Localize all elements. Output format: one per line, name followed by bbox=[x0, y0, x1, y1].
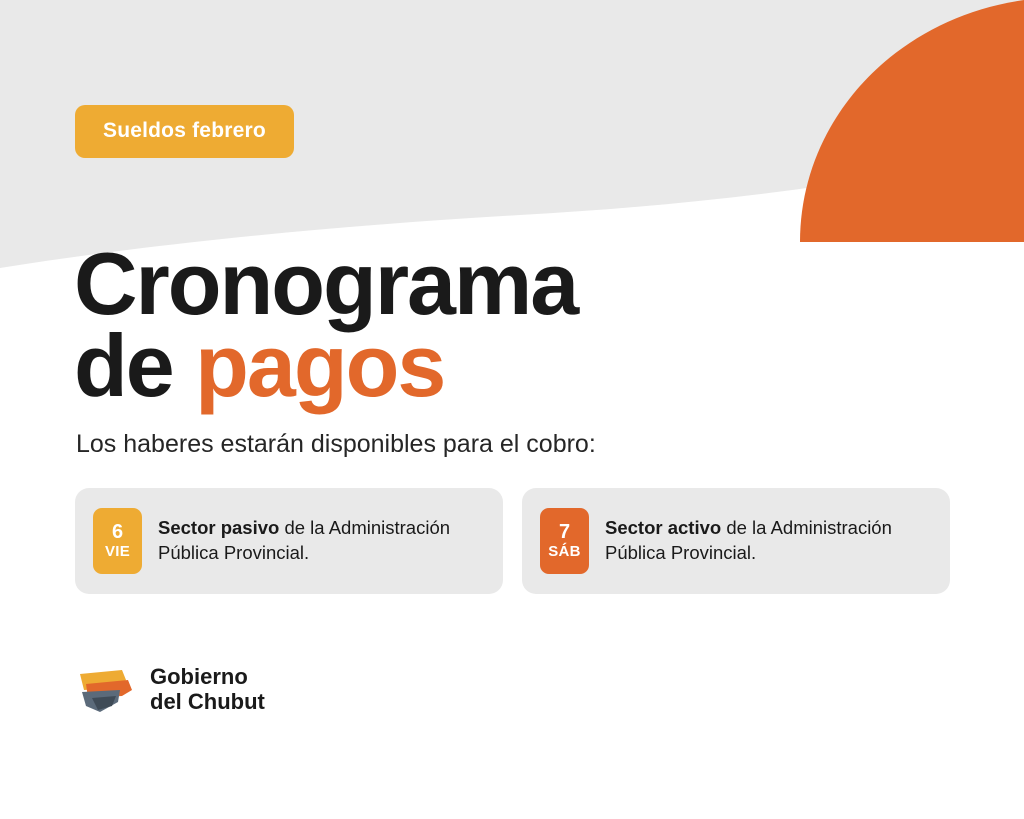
chubut-province-shape bbox=[76, 660, 138, 718]
payment-cards bbox=[75, 488, 950, 594]
payment-card-sector-label: Sector activo bbox=[605, 517, 722, 539]
government-logo bbox=[76, 660, 265, 718]
government-logo-line-1: Gobierno bbox=[150, 663, 248, 689]
date-badge-day-number: 7 bbox=[558, 520, 571, 543]
payment-card-description: de la Administración Pública Provincial. bbox=[605, 517, 892, 563]
date-badge-day-of-week: SÁB bbox=[548, 542, 581, 560]
page-title bbox=[74, 234, 578, 415]
page-title-line-2-plain: de bbox=[74, 315, 196, 415]
date-badge-7-sab bbox=[540, 508, 589, 574]
payment-card-pasivo bbox=[75, 488, 503, 594]
payment-card-text bbox=[158, 516, 481, 566]
payment-card-activo bbox=[522, 488, 950, 594]
payment-card-sector-label: Sector pasivo bbox=[158, 517, 280, 539]
date-badge-6-vie bbox=[93, 508, 142, 574]
month-badge: Sueldos febrero bbox=[75, 105, 294, 158]
government-logo-text bbox=[150, 664, 265, 715]
chubut-province-icon bbox=[76, 660, 138, 718]
date-badge-day-number: 6 bbox=[111, 520, 124, 543]
date-badge-day-of-week: VIE bbox=[104, 542, 131, 560]
page-title-line-1: Cronograma bbox=[74, 234, 578, 333]
page-title-line-2-accent: pagos bbox=[195, 315, 445, 415]
page-title-line-2 bbox=[74, 315, 577, 415]
payment-card-description: de la Administración Pública Provincial. bbox=[158, 517, 451, 563]
subtitle: Los haberes estarán disponibles para el cobro: bbox=[76, 430, 596, 458]
government-logo-line-2: del Chubut bbox=[150, 689, 265, 714]
payment-card-text bbox=[605, 516, 928, 566]
